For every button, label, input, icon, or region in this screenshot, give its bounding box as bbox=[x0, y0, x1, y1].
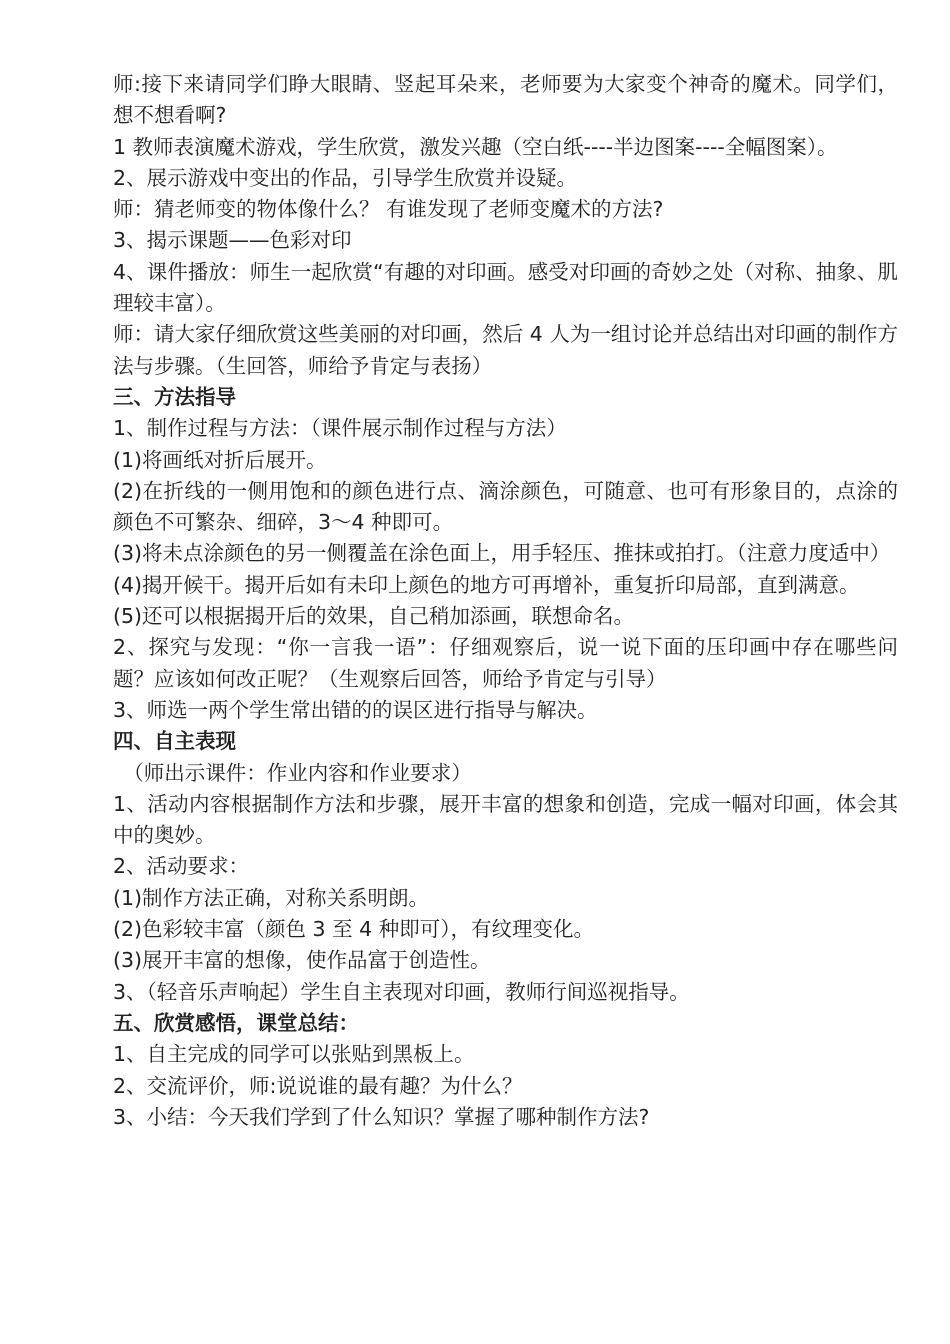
section-heading-method-guidance: 三、方法指导 bbox=[113, 384, 236, 409]
paragraph-common-mistakes: 3、师选一两个学生常出错的的误区进行指导与解决。 bbox=[113, 697, 598, 722]
document-page bbox=[113, 69, 898, 1133]
list-item-fold-paper: (1)将画纸对折后展开。 bbox=[113, 447, 327, 472]
paragraph-step-2-show-works: 2、展示游戏中变出的作品，引导学生欣赏并设疑。 bbox=[113, 165, 578, 190]
paragraph-process-and-method: 1、制作过程与方法：（课件展示制作过程与方法） bbox=[113, 416, 567, 441]
section-heading-appreciation-summary: 五、欣赏感悟，课堂总结： bbox=[113, 1010, 359, 1035]
paragraph-explore-discover: 2、探究与发现：“你一言我一语”：仔细观察后，说一说下面的压印画中存在哪些问题？应该如何改正呢？（生观察后回答，师给予肯定与引导） bbox=[113, 635, 898, 691]
list-item-add-drawing: (5)还可以根据揭开后的效果，自己稍加添画，联想命名。 bbox=[113, 604, 635, 629]
paragraph-step-3-topic: 3、揭示课题——色彩对印 bbox=[113, 228, 352, 253]
list-item-open-dry: (4)揭开候干。揭开后如有未印上颜色的地方可再增补，重复折印局部，直到满意。 bbox=[113, 572, 860, 597]
section-heading-self-expression: 四、自主表现 bbox=[113, 729, 236, 754]
paragraph-music-practice: 3、（轻音乐声响起）学生自主表现对印画，教师行间巡视指导。 bbox=[113, 979, 690, 1004]
list-item-press-cover: (3)将未点涂颜色的另一侧覆盖在涂色面上，用手轻压、推抹或拍打。（注意力度适中） bbox=[113, 541, 891, 566]
paragraph-step-1-magic-game: 1 教师表演魔术游戏，学生欣赏，激发兴趣（空白纸----半边图案----全幅图案）。 bbox=[113, 134, 838, 159]
paragraph-post-on-board: 1、自主完成的同学可以张贴到黑板上。 bbox=[113, 1042, 475, 1067]
paragraph-activity-requirements: 2、活动要求： bbox=[113, 854, 250, 879]
list-item-rich-colors: (2)色彩较丰富（颜色 3 至 4 种即可），有纹理变化。 bbox=[113, 917, 594, 942]
paragraph-intro-magic: 师:接下来请同学们睁大眼睛、竖起耳朵来，老师要为大家变个神奇的魔术。同学们，想不想看啊? bbox=[113, 72, 898, 128]
paragraph-teacher-question: 师：猜老师变的物体像什么？ 有谁发现了老师变魔术的方法? bbox=[113, 197, 664, 222]
list-item-imagination: (3)展开丰富的想像，使作品富于创造性。 bbox=[113, 948, 491, 973]
list-item-method-correct: (1)制作方法正确，对称关系明朗。 bbox=[113, 885, 430, 910]
paragraph-exchange-evaluation: 2、交流评价，师:说说谁的最有趣？为什么？ bbox=[113, 1073, 523, 1098]
list-item-apply-color: (2)在折线的一侧用饱和的颜色进行点、滴涂颜色，可随意、也可有形象目的，点涂的颜色不可繁杂、细碎，3～4 种即可。 bbox=[113, 478, 898, 535]
paragraph-summary: 3、小结：今天我们学到了什么知识？掌握了哪种制作方法? bbox=[113, 1104, 650, 1129]
paragraph-courseware-note: （师出示课件：作业内容和作业要求） bbox=[123, 760, 472, 785]
paragraph-step-4-courseware: 4、课件播放：师生一起欣赏“有趣的对印画。感受对印画的奇妙之处（对称、抽象、肌理较丰富）。 bbox=[113, 259, 898, 316]
paragraph-activity-content: 1、活动内容根据制作方法和步骤，展开丰富的想象和创造，完成一幅对印画，体会其中的奥妙。 bbox=[113, 791, 898, 848]
paragraph-teacher-discussion: 师：请大家仔细欣赏这些美丽的对印画，然后 4 人为一组讨论并总结出对印画的制作方法与步骤。（生回答，师给予肯定与表扬） bbox=[113, 322, 898, 378]
